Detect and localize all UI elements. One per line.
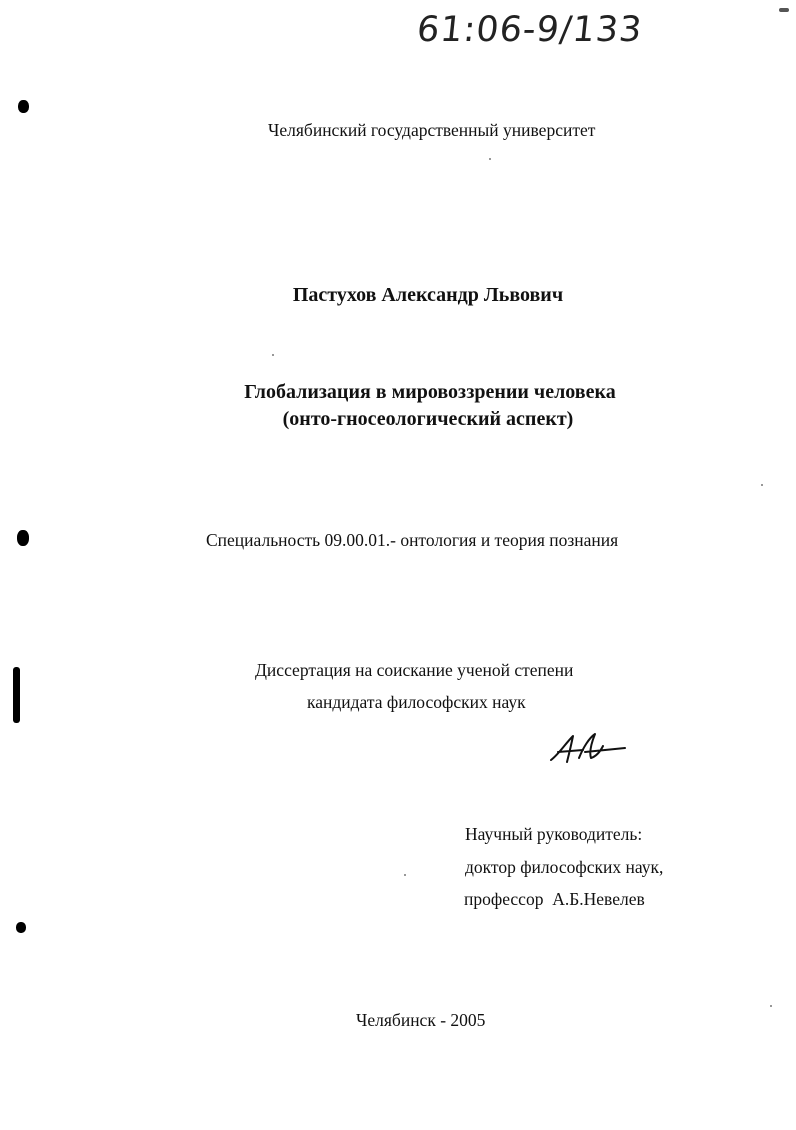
corner-mark: [779, 8, 789, 12]
dissertation-title-line-1: Глобализация в мировоззрении человека: [244, 381, 616, 403]
degree-line-1: Диссертация на соискание ученой степени: [255, 660, 574, 680]
supervisor-degree: доктор философских наук,: [465, 857, 664, 877]
degree-line-2: кандидата философских наук: [307, 692, 526, 712]
supervisor-label: Научный руководитель:: [465, 824, 643, 844]
margin-mark-bar: [13, 667, 20, 723]
supervisor-name: профессор А.Б.Невелев: [464, 889, 645, 909]
city-and-year: Челябинск - 2005: [356, 1010, 486, 1030]
dust-speck: [761, 484, 763, 486]
handwritten-archive-code: 61:06-9/133: [414, 10, 645, 50]
dust-speck: [272, 354, 274, 356]
margin-mark-top: [18, 100, 29, 113]
author-name: Пастухов Александр Львович: [292, 284, 564, 306]
specialty-line: Специальность 09.00.01.- онтология и теория познания: [206, 530, 619, 550]
dust-speck: [770, 1005, 772, 1007]
author-signature: [545, 728, 635, 770]
dust-speck: [489, 158, 491, 160]
margin-mark-middle: [17, 530, 29, 546]
margin-mark-bottom: [16, 922, 26, 933]
dust-speck: [404, 874, 406, 876]
university-name: Челябинский государственный университет: [268, 120, 596, 140]
dissertation-title-line-2: (онто-гносеологический аспект): [282, 408, 574, 430]
